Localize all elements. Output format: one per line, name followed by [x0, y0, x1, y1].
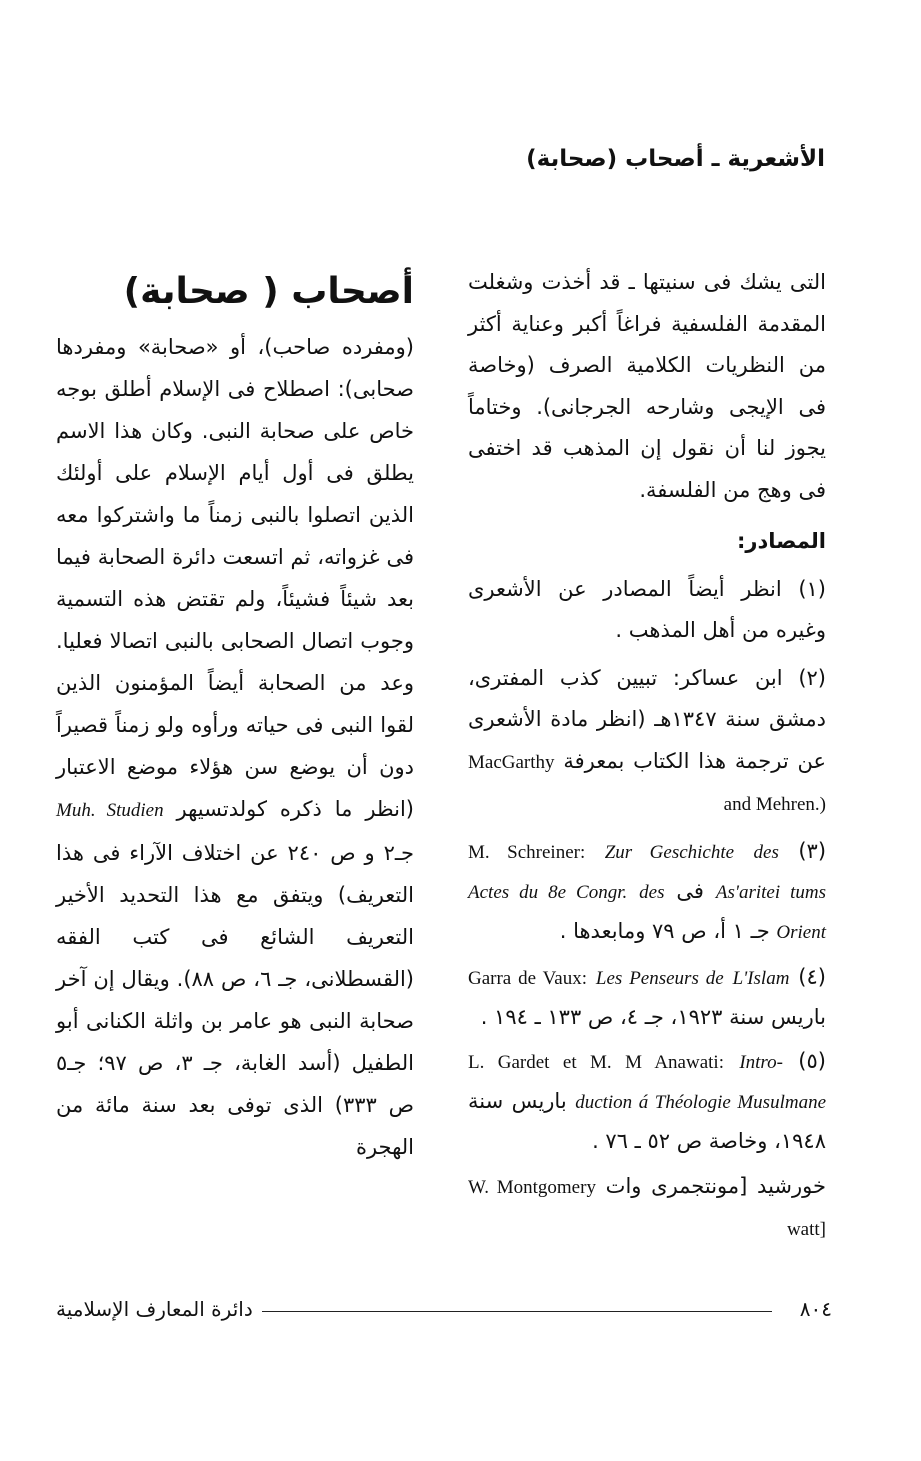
- source-3-author: M. Schreiner:: [468, 841, 586, 863]
- right-column: [468, 262, 826, 1251]
- author-signature: [468, 1166, 826, 1251]
- source-3-fi: فى: [676, 878, 704, 903]
- source-item-3: [468, 832, 826, 952]
- left-column: [56, 262, 414, 1168]
- source-4-number: (٤): [798, 964, 826, 989]
- source-3-title-b: des As'aritei tums: [715, 841, 826, 903]
- author-sig-arabic: [مونتجمرى وات: [605, 1173, 748, 1198]
- source-3-title-d: des Orient: [639, 881, 826, 943]
- source-3-title-c: Actes du 8e Congr.: [468, 881, 628, 903]
- source-4-author: Garra de Vaux:: [468, 967, 588, 989]
- source-5-title-b: duction á Théologie Musulmane: [575, 1091, 827, 1113]
- source-4-rest: باريس سنة ١٩٢٣، جـ ٤، ص ١٣٣ ـ ١٩٤ .: [480, 1004, 826, 1029]
- source-3-number: (٣): [798, 838, 827, 863]
- source-item-2: [468, 658, 826, 826]
- source-2-latin: MacGarthy and Mehren.): [468, 751, 826, 815]
- entry-body: [56, 326, 414, 1168]
- source-5-rest: باريس سنة ١٩٤٨، وخاصة ص ٥٢ ـ ٧٦ .: [468, 1088, 826, 1153]
- source-3-title-a: Zur Geschichte: [604, 841, 735, 863]
- source-2-arabic: (٢) ابن عساكر: تبيين كذب المفترى، دمشق سنة ١٣٤٧هـ (انظر مادة الأشعرى عن ترجمة هذا الكتاب بمعرفة: [468, 665, 826, 773]
- source-item-1: (١) انظر أيضاً المصادر عن الأشعرى وغيره من أهل المذهب .: [468, 576, 826, 642]
- entry-body-part-2: جـ٢ و ص ٢٤٠ عن اختلاف الآراء فى هذا التعريف) ويتفق مع هذا التحديد الأخير التعريف الشائع فى كتب الفقه (القسطلانى، جـ ٦، ص ٨٨). ويقال إن آخر صحابة النبى هو عامر بن واثلة الكنانى أبو الطفيل (أسد الغابة، جـ ٣، ص ٩٧؛ جـ٥ ص ٣٣٣) الذى توفى بعد سنة مائة من الهجرة: [56, 841, 415, 1159]
- entry-title: أصحاب ( صحابة): [123, 271, 414, 312]
- footer-publication-title: دائرة المعارف الإسلامية: [56, 1297, 253, 1321]
- page-footer: [56, 1297, 832, 1327]
- running-head: الأشعرية ـ أصحاب (صحابة): [526, 146, 825, 172]
- source-5-author: L. Gardet et M. M Anawati:: [468, 1051, 724, 1073]
- source-5-number: (٥): [798, 1048, 826, 1073]
- continuation-paragraph: التى يشك فى سنيتها ـ قد أخذت وشغلت المقدمة الفلسفية فراغاً أكبر وعناية أكثر من النظريات الكلامية الصرف (وخاصة فى الإيجى وشارحه الجرجانى). وختاماً يجوز لنا أن نقول إن المذهب قد اختفى فى وهج من الفلسفة.: [468, 270, 826, 502]
- author-sig-latin: W. Montgomery watt]: [468, 1176, 826, 1240]
- footer-page-number: ٨٠٤: [799, 1297, 832, 1321]
- sources-heading: المصادر:: [736, 529, 826, 553]
- source-5-title-a: Intro-: [739, 1051, 783, 1073]
- source-3-rest: جـ ١ أ، ص ٧٩ ومابعدها .: [559, 918, 770, 943]
- translator-name: خورشيد: [757, 1173, 826, 1198]
- source-4-title-b: L'Islam: [732, 967, 790, 989]
- entry-body-latin: Muh. Studien: [56, 800, 164, 821]
- source-item-5: [468, 1042, 826, 1160]
- source-4-title-a: Les Penseurs de: [595, 967, 724, 989]
- footer-divider: [262, 1311, 772, 1312]
- source-item-4: [468, 958, 826, 1036]
- entry-body-part-1: (ومفرده صاحب)، أو «صحابة» ومفردها صحابى): اصطلاح فى الإسلام أطلق بوجه خاص على صحابة النبى. وكان هذا الاسم يطلق فى أول أيام الإسلام على أولئك الذين اتصلوا بالنبى زمناً ما واشتركوا معه فى غزواته، ثم اتسعت دائرة الصحابة فيما بعد شيئاً فشيئاً، ولم تقتض هذه التسمية وجوب اتصال الصحابى بالنبى اتصالا فعليا. وعد من الصحابة أيضاً المؤمنون الذين لقوا النبى فى حياته ورأوه ولو زمناً قصيراً دون أن يوضع سن هؤلاء موضع الاعتبار (انظر ما ذكره كولدتسيهر: [56, 335, 415, 821]
